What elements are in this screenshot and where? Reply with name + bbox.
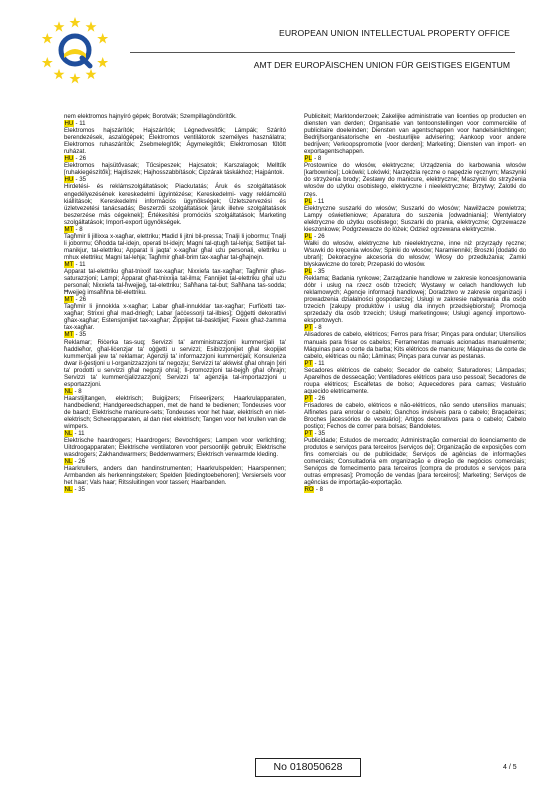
class-heading: PT - 26 — [304, 394, 325, 402]
language-code-badge: PT — [304, 394, 313, 402]
language-code-badge: NL — [64, 387, 73, 395]
document-number: No 018050628 — [255, 758, 361, 777]
class-heading: PL - 35 — [304, 268, 325, 276]
goods-services-text: Tagħmir li jinnokkla x-xagħar; Labar għall-innukklar tax-xagħar; Furfiċetti tax-xagħar; Strixxi għal mad-driegħ; Labar [aċċessorji tal-ilbies]; Oġġetti dekorattivi għax-xagħar; Estensjonijiet tax-xagħar; Żippijiet tal-basktijiet; Faxex għaż-żamma tax-xagħar. — [64, 303, 286, 332]
class-heading: PL - 26 — [304, 232, 325, 240]
goods-services-text: Hirdetési- és reklámszolgáltatások; Piackutatás; Áruk és szolgáltatások engedélyezésének kereskedelmi ügyintézése; Kereskedelmi- vagy reklámcélú kiállítások; Kereskedelmi információs ügynökségek; Üzletszervezési és üzletvezetési tanácsadás; Beszerzői szolgáltatások [áruk illetve szolgáltatások beszerzése más cégeknek]; Értékesítési promóciós szolgáltatások; Marketing szolgáltatások; Import-export ügynökségek. — [64, 183, 286, 226]
goods-services-text: Frisadores de cabelo, elétricos e não-elétricos, não sendo utensílios manuais; Alfinetes para enrolar o cabelo; Ganchos invisíveis para o cabelo; Braçadeiras; Broches [acessórios de vestuário]; Artigos decorativos para o cabelo; Cabelo postiço; Fechos de correr para bolsas; Bandoletes. — [304, 401, 526, 431]
language-code-badge: MT — [64, 260, 74, 268]
goods-services-text: Prostownice do włosów, elektryczne; Urządzenia do karbowania włosów [karbownice]; Lokówki; Lokówki; Narzędzia ręczne o napędzie ręcznym; Maszynki do strzyżenia brody; Zestawy do manicure, elektryczne; Maszynki do strzyżenia włosów do użytku osobistego, elektryczne i nieelektryczne; Brzytwy; Zalotki do rzęs. — [304, 162, 526, 198]
class-heading: MT - 26 — [64, 296, 87, 304]
nice-class-number: 35 — [317, 268, 325, 276]
language-code-badge: MT — [64, 225, 74, 233]
header-divider — [130, 52, 515, 53]
page-header — [0, 0, 555, 110]
language-code-badge: NL — [64, 458, 73, 466]
nice-class-number: 26 — [79, 296, 87, 304]
right-column — [304, 113, 526, 494]
euipo-logo-icon — [40, 14, 110, 84]
class-heading: MT - 11 — [64, 260, 86, 268]
class-heading: HU - 35 — [64, 176, 87, 184]
class-heading: PT - 35 — [304, 430, 325, 438]
language-code-badge: MT — [64, 331, 74, 339]
page-number: 4 / 5 — [503, 764, 517, 771]
language-code-badge: NL — [64, 430, 73, 438]
nice-class-number: 35 — [318, 430, 325, 438]
goods-services-text: Elektromos hajsütővasak; Tűcsipeszek; Hajcsatok; Karszalagok; Melltűk [ruhakiegészítők]; Hajdíszek; Hajhosszabbítások; Cipzárak táskákhoz; Hajpántok. — [64, 162, 286, 177]
goods-services-text: Publicidade; Estudos de mercado; Administração comercial do licenciamento de produtos e serviços para terceiros [serviços de]; Organização de exposições com fins comerciais ou de publicidade; Serviços de agências de informações comerciais; Consultadoria em organização e direção de negócios comerciais; Serviços de fornecimento para terceiros [compra de produtos e serviços para outras empresas]; Promoção de vendas [para terceiros]; Marketing; Serviços de agências de importação-exportação. — [304, 437, 526, 487]
language-code-badge: PT — [304, 430, 313, 438]
goods-services-text: Secadores elétricos de cabelo; Secador de cabelo; Saturadores; Lâmpadas; Aparelhos de dessecação; Ventiladores elétricos para uso pessoal; Secadores de roupa elétricos; Escalfetas de bolso; Aquecedores para camas; Vestuário aquecido eletricamente. — [304, 366, 526, 395]
language-code-badge: RO — [304, 486, 314, 494]
nice-class-number: 8 — [319, 486, 323, 494]
language-code-badge: PL — [304, 155, 312, 163]
goods-services-text: Elektrische haardrogers; Haardrogers; Bevochtigers; Lampen voor verlichting; Uitdroogapparaten; Elektrische ventilatoren voor persoonlijk gebruik; Elektrische wasdrogers; Zakhandwarmers; Beddenwarmers; Elektrisch verwarmde kleding. — [64, 437, 286, 459]
class-heading: PL - 8 — [304, 155, 322, 163]
goods-services-text: Elektryczne suszarki do włosów; Suszarki do włosów; Nawilżacze powietrza; Lampy oświetleniowe; Aparatura do suszenia [odwadniania]; Wentylatory elektryczne do użytku osobistego; Suszarki do prania, elektryczne; Ogrzewacze kieszonkowe; Podgrzewacze do łóżek; Odzież ogrzewana elektrycznie. — [304, 204, 526, 233]
nice-class-number: 35 — [78, 486, 85, 494]
nice-class-number: 8 — [318, 324, 322, 332]
nice-class-number: 26 — [78, 458, 85, 466]
language-code-badge: PL — [304, 268, 312, 276]
goods-services-text: Reklama; Badania rynkowe; Zarządzanie handlowe w zakresie koncesjonowania dóbr i usług na rzecz osób trzecich; Wystawy w celach handlowych lub reklamowych; Agencje informacji handlowej; Doradztwo w zakresie organizacji i prowadzenia działalności gospodarczej; Usługi w zakresie nabywania dla osób trzecich [zakupy produktów i usług dla innych przedsiębiorstw]; Promocja sprzedaży dla osób trzecich; Usługi marketingowe; Usługi agencji importowo-eksportowych. — [304, 275, 526, 325]
goods-services-text: nem elektromos hajnyíró gépek; Borotvák; Szempillagöndörítők. — [64, 113, 237, 120]
language-code-badge: PT — [304, 324, 313, 332]
nice-class-number: 26 — [317, 232, 325, 240]
class-heading: NL - 35 — [64, 486, 85, 494]
document-body — [64, 113, 526, 713]
goods-services-text: Reklamar; Riċerka tas-suq; Servizzi ta' amministrazzjoni kummerċjali ta' ħaddieħor, għal-liċenzjar ta' oġġetti u servizzi; Esibizzjonijiet għal skopijiet kummerċjali jew ta' reklamar; Aġenziji ta' informazzjoni kummerċjali; Konsulenza dwar il-ġestjoni u l-organizzazzjoni ta' negozju; Servizzi ta' akkwist għal ohrajn [xiri ta' prodotti u servizzi għal negozji ohra]; Il-promozzjoni tal-bejgħ għal oħrajn; Servizzi ta' kummerċjalizzazzjoni; Servizzi ta' aġenzija tal-importazzjoni u esportazzjoni. — [64, 338, 286, 388]
nice-class-number: 35 — [79, 176, 87, 184]
class-heading: MT - 8 — [64, 225, 83, 233]
goods-services-text: Tagħmir li jillixxa x-xagħar, elettriku; Ħadid li jitni bil-pressa; Tnalji li jobormu; Tnalji li jobormu; Għodda tal-idejn, operati bl-idejn; Magni tal-qtugħ tal-lehja; Settijiet tal-manikjur, tal-elettriku; Apparat li jaqta' x-xagħar għal użu personali, elettriku u mhux elettriku; Magni tal-lehja; Tagħmir għall-brim tax-xagħar tal-għajnejn. — [64, 232, 286, 261]
nice-class-number: 8 — [79, 225, 83, 233]
language-code-badge: NL — [64, 486, 73, 494]
goods-services-text: Elektromos hajszárítók; Hajszárítók; Légnedvesítők; Lámpák; Szárító berendezések, aszalógépek; Elektromos ventilátorok személyes használatra; Elektromos ruhaszárítók; Zsebmelegítők; Ágymelegítők; Elektromosan fűtött ruházat. — [64, 127, 286, 156]
left-column — [64, 113, 286, 494]
nice-class-number: 8 — [78, 387, 82, 395]
goods-services-text: Alisadores de cabelo, elétricos; Ferros para frisar; Pinças para ondular; Utensílios manuais para frisar os cabelos; Ferramentas manuais acionadas manualmente; Máquinas para o corte da barba; Kits elétricos de manicure; Máquinas de corte de cabelo, elétricas ou não; Lâminas; Pinças para curvar as pestanas. — [304, 331, 526, 360]
class-heading: NL - 8 — [64, 387, 82, 395]
nice-class-number: 11 — [78, 430, 85, 438]
nice-class-number: 35 — [79, 331, 87, 339]
class-heading: NL - 26 — [64, 458, 85, 466]
nice-class-number: 11 — [317, 197, 325, 205]
class-heading: PT - 11 — [304, 359, 325, 367]
language-code-badge: PT — [304, 359, 313, 367]
nice-class-number: 11 — [79, 260, 86, 268]
class-heading: MT - 35 — [64, 331, 87, 339]
language-code-badge: HU — [64, 120, 74, 128]
goods-services-text: Apparat tal-elettriku għat-tnixxif tax-xagħar; Nixxiefa tax-xagħar; Tagħmir għas-saturazzjoni; Lampi; Apparat għat-tnixxija tal-ilma; Fannijiet tal-elettriku għal użu personali; Nixxiefa tal-ħwejjeġ, tal-elettriku; Saħħana tal-but; Saħħana tas-sodda; Ħwejjeġ imsaħħna bil-elettriku. — [64, 268, 286, 297]
class-heading: PL - 11 — [304, 197, 325, 205]
office-name-de: AMT DER EUROPÄISCHEN UNION FÜR GEISTIGES EIGENTUM — [253, 60, 510, 70]
class-heading: PT - 8 — [304, 324, 322, 332]
nice-class-number: 26 — [79, 155, 87, 163]
class-heading: NL - 11 — [64, 430, 85, 438]
goods-services-text: Haarstijltangen, elektrisch; Buigijzers; Friseerijzers; Haarkrulapparaten, handbediend; Handgereedschappen, met de hand te bedienen; Tondeuses voor de baard; Elektrische manicure-sets; Tondeuses voor het haar, elektrisch en niet-elektrisch; Scheerapparaten, al dan niet elektrisch; Tangen voor het krullen van de wimpers. — [64, 394, 286, 431]
goods-services-text: Wałki do włosów, elektryczne lub nieelektryczne, inne niż przyrządy ręczne; Wsuwki do kręcenia włosów; Spinki do włosów; Naramienniki; Broszki [dodatki do ubrań]; Dekoracyjne akcesoria do włosów; Włosy do przedłużania; Zamki błyskawiczne do toreb; Przepaski do włosów. — [304, 239, 526, 268]
class-heading: RO - 8 — [304, 486, 323, 494]
nice-class-number: 26 — [318, 394, 325, 402]
office-name-en: EUROPEAN UNION INTELLECTUAL PROPERTY OFFICE — [279, 28, 510, 38]
nice-class-number: 11 — [318, 359, 325, 367]
language-code-badge: HU — [64, 155, 74, 163]
language-code-badge: MT — [64, 296, 74, 304]
language-code-badge: PL — [304, 197, 312, 205]
language-code-badge: HU — [64, 176, 74, 184]
class-heading: HU - 26 — [64, 155, 87, 163]
class-heading: HU - 11 — [64, 120, 86, 128]
nice-class-number: 8 — [317, 155, 322, 163]
goods-services-text: Publiciteit; Marktonderzoek; Zakelijke administratie van licenties op producten en diensten van derden; Organisatie van tentoonstellingen voor commerciële of publicitaire doeleinden; Diensten van agentschappen voor handelsinlichtingen; Bedrijfsorganisatorische en -bestuurlijke advisering; Aankoop voor andere bedrijven; Verkoopspromotie [voor derden]; Marketing; Diensten van import- en exportagentschappen. — [304, 113, 526, 156]
language-code-badge: PL — [304, 232, 312, 240]
goods-services-text: Haarkrullers, anders dan handinstrumenten; Haarkrulspelden; Haarspennen; Armbanden als herkenningsteken; Spelden [kledingtoebehoren]; Versiersels voor het haar; Vals haar; Ritssluitingen voor tassen; Haarbanden. — [64, 465, 286, 487]
nice-class-number: 11 — [79, 120, 86, 128]
